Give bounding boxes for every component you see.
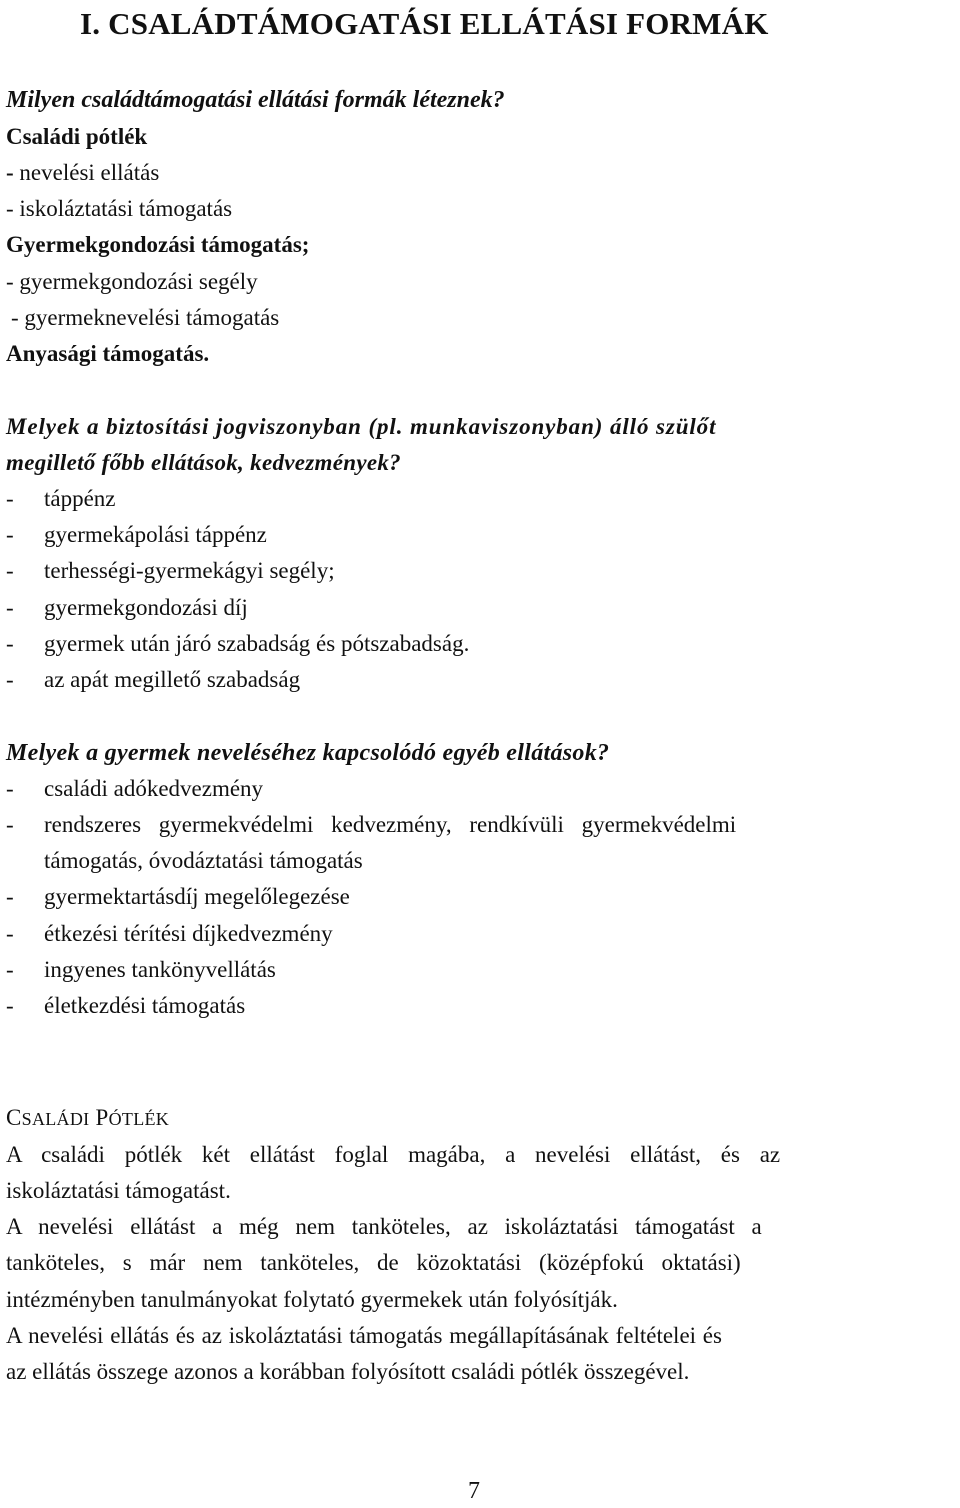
list-item: - gyermeknevelési támogatás bbox=[11, 305, 280, 330]
list-item: - terhességi-gyermekágyi segély; bbox=[6, 558, 335, 583]
question-other-child-benefits: Melyek a gyermek neveléséhez kapcsolódó egyéb ellátások? bbox=[6, 740, 610, 766]
list-item: - életkezdési támogatás bbox=[6, 993, 246, 1018]
question-insured-parent-benefits-cont: megillető főbb ellátások, kedvezmények? bbox=[6, 450, 401, 475]
paragraph-line: iskoláztatási támogatást. bbox=[6, 1178, 231, 1203]
list-item: Anyasági támogatás. bbox=[6, 341, 210, 366]
list-item: - gyermekgondozási díj bbox=[6, 595, 248, 620]
question-insured-parent-benefits: Melyek a biztosítási jogviszonyban (pl. munkaviszonyban) álló szülőt bbox=[6, 414, 717, 439]
paragraph-line: A családi pótlék két ellátást foglal magába, a nevelési ellátást, és az bbox=[6, 1142, 781, 1167]
list-item: - ingyenes tankönyvellátás bbox=[6, 957, 276, 982]
list-item-continuation: támogatás, óvodáztatási támogatás bbox=[44, 848, 363, 873]
paragraph-line: tanköteles, s már nem tanköteles, de közoktatási (középfokú oktatási) bbox=[6, 1250, 741, 1275]
list-item: - gyermekápolási táppénz bbox=[6, 522, 267, 547]
page-title: I. CSALÁDTÁMOGATÁSI ELLÁTÁSI FORMÁK bbox=[80, 6, 769, 41]
paragraph-line: A nevelési ellátás és az iskoláztatási támogatás megállapításának feltételei és bbox=[6, 1323, 722, 1348]
list-item: - táppénz bbox=[6, 486, 116, 511]
list-item: - gyermek után járó szabadság és pótszabadság. bbox=[6, 631, 470, 656]
list-item: - étkezési térítési díjkedvezmény bbox=[6, 921, 333, 946]
section-heading-family-allowance: CSALÁDI PÓTLÉK bbox=[6, 1105, 170, 1130]
question-family-support-forms: Milyen családtámogatási ellátási formák léteznek? bbox=[6, 87, 505, 113]
list-item: Családi pótlék bbox=[6, 124, 148, 149]
list-item: - családi adókedvezmény bbox=[6, 776, 264, 801]
list-item: - rendszeres gyermekvédelmi kedvezmény, rendkívüli gyermekvédelmi bbox=[6, 812, 737, 837]
list-item: - nevelési ellátás bbox=[6, 160, 160, 185]
list-item: - gyermekgondozási segély bbox=[6, 269, 258, 294]
list-item: - gyermektartásdíj megelőlegezése bbox=[6, 884, 350, 909]
list-item: - iskoláztatási támogatás bbox=[6, 196, 233, 221]
list-item: - az apát megillető szabadság bbox=[6, 667, 301, 692]
paragraph-line: A nevelési ellátást a még nem tanköteles, az iskoláztatási támogatást a bbox=[6, 1214, 762, 1239]
paragraph-line: az ellátás összege azonos a korábban folyósított családi pótlék összegével. bbox=[6, 1359, 690, 1384]
list-item: Gyermekgondozási támogatás; bbox=[6, 232, 310, 257]
page-number: 7 bbox=[468, 1478, 480, 1504]
paragraph-line: intézményben tanulmányokat folytató gyermekek után folyósítják. bbox=[6, 1287, 618, 1312]
